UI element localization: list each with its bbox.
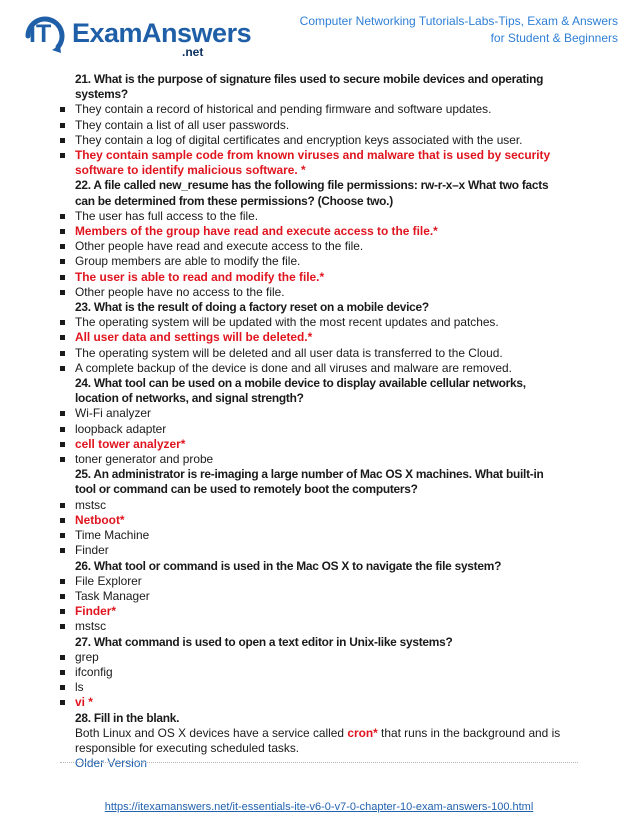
correct-answer-option: [75, 437, 565, 452]
square-bullet-icon: [60, 123, 65, 128]
question-25: 25. An administrator is re-imaging a large number of Mac OS X machines. What built-in tool or command can be used to remotely boot the computers?: [75, 467, 544, 497]
square-bullet-icon: [60, 259, 65, 264]
answer-option: [75, 665, 565, 680]
option-text: Finder: [75, 543, 109, 558]
correct-answer-option: [75, 513, 565, 528]
square-bullet-icon: [60, 320, 65, 325]
answer-option: [75, 619, 565, 634]
answer-option: [75, 422, 565, 437]
answer-option: [75, 239, 565, 254]
option-text: The user is able to read and modify the file.*: [75, 269, 325, 284]
question-26: 26. What tool or command is used in the Mac OS X to navigate the file system?: [75, 558, 502, 573]
option-text: Time Machine: [75, 528, 150, 543]
correct-answer-option: [75, 604, 565, 619]
divider: [60, 762, 578, 763]
answer-option: [75, 452, 565, 467]
answer-option: [75, 285, 565, 300]
answer-option: [75, 361, 565, 376]
answer-option: [75, 543, 565, 558]
option-text: The operating system will be deleted and all user data is transferred to the Cloud.: [75, 345, 503, 360]
option-text: They contain sample code from known viruses and malware that is used by security software to identify malicious software. *: [75, 148, 551, 178]
answer-option: [75, 528, 565, 543]
square-bullet-icon: [60, 503, 65, 508]
option-text: ls: [75, 680, 84, 695]
question-27: 27. What command is used to open a text editor in Unix-like systems?: [75, 634, 453, 649]
answer-option: [75, 209, 565, 224]
square-bullet-icon: [60, 275, 65, 280]
option-text: Group members are able to modify the file.: [75, 254, 301, 269]
option-text: cell tower analyzer*: [75, 436, 186, 451]
square-bullet-icon: [60, 533, 65, 538]
answer-option: [75, 118, 565, 133]
option-text: Other people have read and execute access to the file.: [75, 239, 364, 254]
option-text: Netboot*: [75, 512, 125, 527]
answer-option: [75, 680, 565, 695]
option-text: Wi-Fi analyzer: [75, 406, 151, 421]
answer-option: [75, 406, 565, 421]
square-bullet-icon: [60, 290, 65, 295]
option-text: Task Manager: [75, 588, 150, 603]
fill-answer-text: Both Linux and OS X devices have a service called cron* that runs in the background and is responsible for executing scheduled tasks.: [75, 725, 561, 755]
logo-prefix: IT: [29, 20, 52, 48]
square-bullet-icon: [60, 366, 65, 371]
option-text: The operating system will be updated with the most recent updates and patches.: [75, 315, 499, 330]
correct-answer-option: [75, 270, 565, 285]
answer-option: [75, 133, 565, 148]
option-text: grep: [75, 649, 99, 664]
option-text: Other people have no access to the file.: [75, 284, 285, 299]
answer-option: [75, 102, 565, 117]
square-bullet-icon: [60, 594, 65, 599]
answer-option: [75, 315, 565, 330]
square-bullet-icon: [60, 411, 65, 416]
footer-url-link[interactable]: https://itexamanswers.net/it-essentials-ite-v6-0-v7-0-chapter-10-exam-answers-100.html: [104, 801, 534, 813]
square-bullet-icon: [60, 579, 65, 584]
option-text: loopback adapter: [75, 421, 167, 436]
answer-option: [75, 498, 565, 513]
square-bullet-icon: [60, 518, 65, 523]
square-bullet-icon: [60, 427, 65, 432]
site-tagline: [288, 13, 618, 47]
square-bullet-icon: [60, 442, 65, 447]
square-bullet-icon: [60, 700, 65, 705]
option-text: They contain a list of all user passwords.: [75, 117, 290, 132]
option-text: mstsc: [75, 497, 107, 512]
question-23: 23. What is the result of doing a factory reset on a mobile device?: [75, 300, 429, 315]
tagline-line-2: for Student & Beginners: [490, 31, 618, 45]
answer-option: [75, 254, 565, 269]
square-bullet-icon: [60, 229, 65, 234]
option-text: File Explorer: [75, 573, 142, 588]
option-text: Finder*: [75, 604, 116, 619]
square-bullet-icon: [60, 244, 65, 249]
option-text: vi *: [75, 695, 93, 710]
answer-option: [75, 650, 565, 665]
option-text: A complete backup of the device is done and all viruses and malware are removed.: [75, 360, 512, 375]
option-text: They contain a record of historical and pending firmware and software updates.: [75, 102, 492, 117]
answer-option: [75, 574, 565, 589]
option-text: mstsc: [75, 619, 107, 634]
square-bullet-icon: [60, 214, 65, 219]
option-text: toner generator and probe: [75, 452, 214, 467]
question-22: 22. A file called new_resume has the following file permissions: rw-r-x–x What two facts can be determined from these permissions? (Choose two.): [75, 178, 549, 208]
option-text: The user has full access to the file.: [75, 208, 259, 223]
correct-answer-option: [75, 148, 565, 178]
option-text: Members of the group have read and execute access to the file.*: [75, 224, 438, 239]
question-21: 21. What is the purpose of signature files used to secure mobile devices and operating systems?: [75, 72, 544, 102]
square-bullet-icon: [60, 685, 65, 690]
logo-suffix: .net: [182, 45, 204, 59]
correct-answer-option: [75, 695, 565, 710]
answer-option: [75, 589, 565, 604]
square-bullet-icon: [60, 351, 65, 356]
option-text: ifconfig: [75, 664, 113, 679]
square-bullet-icon: [60, 548, 65, 553]
option-text: They contain a log of digital certificates and encryption keys associated with the user.: [75, 132, 523, 147]
option-text: All user data and settings will be deleted.*: [75, 330, 313, 345]
correct-answer-option: [75, 330, 565, 345]
square-bullet-icon: [60, 153, 65, 158]
correct-answer-option: [75, 224, 565, 239]
square-bullet-icon: [60, 138, 65, 143]
square-bullet-icon: [60, 624, 65, 629]
square-bullet-icon: [60, 609, 65, 614]
fill-answer: cron*: [347, 725, 378, 740]
question-24: 24. What tool can be used on a mobile device to display available cellular networks, location of networks, and signal strength?: [75, 376, 526, 406]
square-bullet-icon: [60, 655, 65, 660]
square-bullet-icon: [60, 335, 65, 340]
tagline-line-1: Computer Networking Tutorials-Labs-Tips, Exam & Answers: [299, 14, 618, 28]
logo[interactable]: [20, 14, 252, 59]
square-bullet-icon: [60, 107, 65, 112]
logo-name: ExamAnswers: [72, 18, 252, 48]
square-bullet-icon: [60, 670, 65, 675]
answer-option: [75, 346, 565, 361]
fill-question: 28. Fill in the blank.: [75, 710, 180, 725]
square-bullet-icon: [60, 457, 65, 462]
older-version-link[interactable]: Older Version: [75, 756, 148, 771]
question-list: [75, 72, 565, 771]
